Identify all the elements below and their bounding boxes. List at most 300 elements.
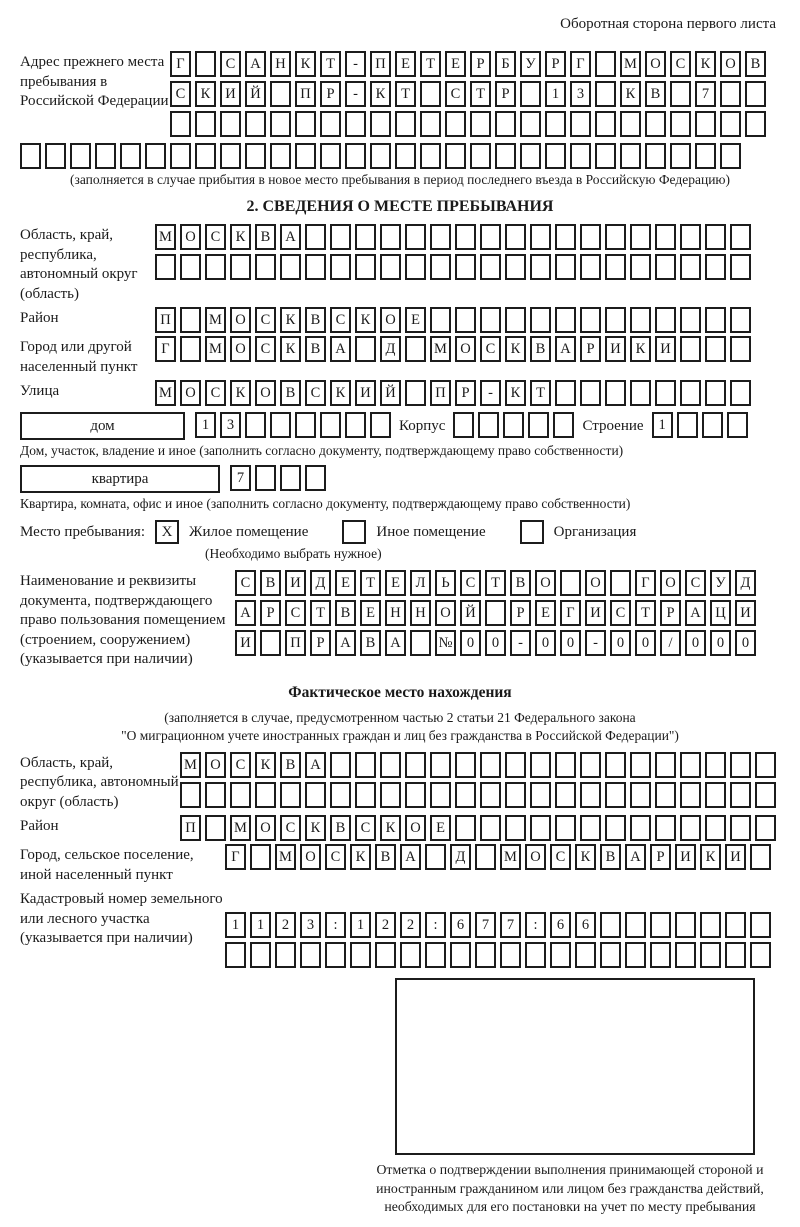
char-cell[interactable]: А	[245, 51, 266, 77]
char-cell[interactable]: С	[610, 600, 631, 626]
char-cell[interactable]: С	[230, 752, 251, 778]
char-cell[interactable]	[320, 111, 341, 137]
char-cell[interactable]: С	[325, 844, 346, 870]
char-cell[interactable]	[630, 224, 651, 250]
char-cell[interactable]: С	[445, 81, 466, 107]
char-cell[interactable]	[680, 224, 701, 250]
char-cell[interactable]: В	[375, 844, 396, 870]
char-cell[interactable]: С	[170, 81, 191, 107]
char-cell[interactable]: В	[305, 336, 326, 362]
char-cell[interactable]	[45, 143, 66, 169]
char-cell[interactable]	[555, 380, 576, 406]
char-cell[interactable]: №	[435, 630, 456, 656]
char-cell[interactable]: 0	[460, 630, 481, 656]
char-cell[interactable]: -	[345, 81, 366, 107]
char-cell[interactable]: 1	[545, 81, 566, 107]
char-cell[interactable]: К	[505, 380, 526, 406]
char-cell[interactable]	[405, 752, 426, 778]
char-cell[interactable]: -	[345, 51, 366, 77]
char-cell[interactable]: -	[480, 380, 501, 406]
char-cell[interactable]	[700, 912, 721, 938]
char-cell[interactable]: 0	[610, 630, 631, 656]
char-cell[interactable]	[475, 942, 496, 968]
char-cell[interactable]: К	[230, 224, 251, 250]
char-cell[interactable]: П	[370, 51, 391, 77]
char-cell[interactable]: Е	[405, 307, 426, 333]
char-cell[interactable]: В	[600, 844, 621, 870]
char-cell[interactable]: Е	[430, 815, 451, 841]
char-cell[interactable]	[420, 143, 441, 169]
char-cell[interactable]	[275, 942, 296, 968]
char-cell[interactable]	[677, 412, 698, 438]
char-cell[interactable]: О	[205, 752, 226, 778]
char-cell[interactable]: К	[620, 81, 641, 107]
char-cell[interactable]: К	[280, 307, 301, 333]
char-cell[interactable]: К	[700, 844, 721, 870]
char-cell[interactable]	[250, 942, 271, 968]
char-cell[interactable]: Р	[510, 600, 531, 626]
char-cell[interactable]: О	[585, 570, 606, 596]
char-cell[interactable]	[405, 224, 426, 250]
char-cell[interactable]	[695, 143, 716, 169]
char-cell[interactable]: А	[335, 630, 356, 656]
char-cell[interactable]	[430, 224, 451, 250]
char-cell[interactable]	[395, 111, 416, 137]
char-cell[interactable]	[530, 782, 551, 808]
char-cell[interactable]	[260, 630, 281, 656]
char-cell[interactable]	[505, 752, 526, 778]
char-cell[interactable]	[480, 782, 501, 808]
char-cell[interactable]	[670, 143, 691, 169]
char-cell[interactable]	[425, 942, 446, 968]
char-cell[interactable]	[295, 412, 316, 438]
char-cell[interactable]	[680, 336, 701, 362]
char-cell[interactable]: В	[330, 815, 351, 841]
char-cell[interactable]: 2	[275, 912, 296, 938]
char-cell[interactable]	[305, 254, 326, 280]
char-cell[interactable]: 1	[652, 412, 673, 438]
char-cell[interactable]: 0	[635, 630, 656, 656]
char-cell[interactable]: Н	[410, 600, 431, 626]
char-cell[interactable]	[505, 224, 526, 250]
char-cell[interactable]: Д	[380, 336, 401, 362]
char-cell[interactable]	[555, 815, 576, 841]
char-cell[interactable]: Т	[485, 570, 506, 596]
char-cell[interactable]: С	[255, 336, 276, 362]
char-cell[interactable]: /	[660, 630, 681, 656]
char-cell[interactable]: К	[575, 844, 596, 870]
char-cell[interactable]	[345, 412, 366, 438]
char-cell[interactable]	[645, 111, 666, 137]
char-cell[interactable]	[20, 143, 41, 169]
char-cell[interactable]	[655, 815, 676, 841]
char-cell[interactable]: И	[675, 844, 696, 870]
char-cell[interactable]: 3	[220, 412, 241, 438]
char-cell[interactable]: О	[300, 844, 321, 870]
char-cell[interactable]: Й	[245, 81, 266, 107]
char-cell[interactable]: П	[430, 380, 451, 406]
char-cell[interactable]: В	[360, 630, 381, 656]
char-cell[interactable]: С	[205, 380, 226, 406]
char-cell[interactable]	[595, 111, 616, 137]
char-cell[interactable]	[255, 782, 276, 808]
char-cell[interactable]: В	[280, 752, 301, 778]
char-cell[interactable]: :	[525, 912, 546, 938]
char-cell[interactable]	[605, 782, 626, 808]
char-cell[interactable]	[270, 143, 291, 169]
char-cell[interactable]: С	[355, 815, 376, 841]
char-cell[interactable]: Р	[455, 380, 476, 406]
char-cell[interactable]	[220, 143, 241, 169]
char-cell[interactable]	[750, 912, 771, 938]
char-cell[interactable]	[330, 782, 351, 808]
char-cell[interactable]	[355, 782, 376, 808]
char-cell[interactable]: Е	[395, 51, 416, 77]
char-cell[interactable]: В	[280, 380, 301, 406]
char-cell[interactable]	[478, 412, 499, 438]
char-cell[interactable]	[270, 412, 291, 438]
char-cell[interactable]: О	[535, 570, 556, 596]
char-cell[interactable]: Г	[170, 51, 191, 77]
char-cell[interactable]: В	[530, 336, 551, 362]
char-cell[interactable]: М	[620, 51, 641, 77]
char-cell[interactable]	[655, 752, 676, 778]
char-cell[interactable]	[245, 143, 266, 169]
char-cell[interactable]	[295, 111, 316, 137]
char-cell[interactable]	[355, 254, 376, 280]
char-cell[interactable]: О	[180, 224, 201, 250]
char-cell[interactable]: С	[305, 380, 326, 406]
char-cell[interactable]	[445, 111, 466, 137]
char-cell[interactable]	[655, 254, 676, 280]
char-cell[interactable]: Н	[385, 600, 406, 626]
char-cell[interactable]: О	[180, 380, 201, 406]
char-cell[interactable]	[250, 844, 271, 870]
char-cell[interactable]	[370, 412, 391, 438]
char-cell[interactable]	[575, 942, 596, 968]
char-cell[interactable]	[485, 600, 506, 626]
char-cell[interactable]	[555, 782, 576, 808]
char-cell[interactable]	[405, 254, 426, 280]
char-cell[interactable]: :	[425, 912, 446, 938]
char-cell[interactable]	[595, 143, 616, 169]
char-cell[interactable]	[370, 143, 391, 169]
char-cell[interactable]: Р	[580, 336, 601, 362]
char-cell[interactable]	[705, 815, 726, 841]
char-cell[interactable]	[720, 143, 741, 169]
char-cell[interactable]: 7	[230, 465, 251, 491]
char-cell[interactable]	[355, 224, 376, 250]
char-cell[interactable]	[355, 752, 376, 778]
char-cell[interactable]: -	[585, 630, 606, 656]
char-cell[interactable]: Р	[650, 844, 671, 870]
char-cell[interactable]	[560, 570, 581, 596]
char-cell[interactable]: Н	[270, 51, 291, 77]
char-cell[interactable]	[270, 111, 291, 137]
char-cell[interactable]	[475, 844, 496, 870]
char-cell[interactable]	[675, 942, 696, 968]
char-cell[interactable]: И	[355, 380, 376, 406]
char-cell[interactable]: О	[660, 570, 681, 596]
char-cell[interactable]: К	[370, 81, 391, 107]
char-cell[interactable]: 0	[560, 630, 581, 656]
char-cell[interactable]	[555, 254, 576, 280]
char-cell[interactable]	[505, 307, 526, 333]
char-cell[interactable]: Е	[385, 570, 406, 596]
char-cell[interactable]	[470, 143, 491, 169]
char-cell[interactable]	[745, 81, 766, 107]
char-cell[interactable]: К	[295, 51, 316, 77]
char-cell[interactable]	[750, 844, 771, 870]
char-cell[interactable]: И	[735, 600, 756, 626]
char-cell[interactable]	[730, 307, 751, 333]
char-cell[interactable]: М	[500, 844, 521, 870]
char-cell[interactable]	[220, 111, 241, 137]
char-cell[interactable]: 0	[485, 630, 506, 656]
char-cell[interactable]	[630, 815, 651, 841]
char-cell[interactable]	[580, 224, 601, 250]
char-cell[interactable]: О	[525, 844, 546, 870]
char-cell[interactable]	[495, 143, 516, 169]
char-cell[interactable]	[380, 254, 401, 280]
char-cell[interactable]: А	[280, 224, 301, 250]
char-cell[interactable]: Ц	[710, 600, 731, 626]
char-cell[interactable]: Д	[450, 844, 471, 870]
char-cell[interactable]: Г	[155, 336, 176, 362]
char-cell[interactable]	[680, 254, 701, 280]
char-cell[interactable]: И	[605, 336, 626, 362]
char-cell[interactable]	[680, 752, 701, 778]
char-cell[interactable]	[625, 912, 646, 938]
char-cell[interactable]: К	[280, 336, 301, 362]
char-cell[interactable]	[480, 815, 501, 841]
char-cell[interactable]: А	[685, 600, 706, 626]
char-cell[interactable]	[600, 942, 621, 968]
char-cell[interactable]: К	[305, 815, 326, 841]
char-cell[interactable]: 7	[695, 81, 716, 107]
char-cell[interactable]	[230, 782, 251, 808]
char-cell[interactable]: В	[260, 570, 281, 596]
char-cell[interactable]: Е	[335, 570, 356, 596]
char-cell[interactable]	[430, 307, 451, 333]
char-cell[interactable]	[180, 307, 201, 333]
char-cell[interactable]	[505, 815, 526, 841]
char-cell[interactable]	[225, 942, 246, 968]
char-cell[interactable]	[395, 143, 416, 169]
char-cell[interactable]: А	[625, 844, 646, 870]
char-cell[interactable]	[480, 254, 501, 280]
char-cell[interactable]: О	[255, 815, 276, 841]
char-cell[interactable]	[500, 942, 521, 968]
char-cell[interactable]	[255, 254, 276, 280]
char-cell[interactable]: О	[255, 380, 276, 406]
char-cell[interactable]	[705, 752, 726, 778]
char-cell[interactable]: О	[435, 600, 456, 626]
char-cell[interactable]: П	[180, 815, 201, 841]
char-cell[interactable]	[320, 412, 341, 438]
char-cell[interactable]	[730, 336, 751, 362]
char-cell[interactable]	[345, 143, 366, 169]
char-cell[interactable]: 1	[225, 912, 246, 938]
char-cell[interactable]: Т	[360, 570, 381, 596]
char-cell[interactable]	[655, 224, 676, 250]
char-cell[interactable]	[730, 254, 751, 280]
char-cell[interactable]: Ь	[435, 570, 456, 596]
char-cell[interactable]: Т	[420, 51, 441, 77]
char-cell[interactable]: Р	[310, 630, 331, 656]
char-cell[interactable]	[680, 307, 701, 333]
char-cell[interactable]	[680, 782, 701, 808]
char-cell[interactable]	[425, 844, 446, 870]
char-cell[interactable]: С	[280, 815, 301, 841]
char-cell[interactable]: С	[205, 224, 226, 250]
char-cell[interactable]	[650, 942, 671, 968]
char-cell[interactable]	[670, 111, 691, 137]
char-cell[interactable]: 1	[350, 912, 371, 938]
char-cell[interactable]: М	[155, 380, 176, 406]
char-cell[interactable]	[730, 224, 751, 250]
char-cell[interactable]	[355, 336, 376, 362]
char-cell[interactable]	[430, 782, 451, 808]
char-cell[interactable]: С	[330, 307, 351, 333]
char-cell[interactable]	[580, 380, 601, 406]
char-cell[interactable]	[495, 111, 516, 137]
char-cell[interactable]	[555, 307, 576, 333]
char-cell[interactable]: 6	[450, 912, 471, 938]
char-cell[interactable]	[503, 412, 524, 438]
char-cell[interactable]	[230, 254, 251, 280]
char-cell[interactable]: О	[230, 336, 251, 362]
char-cell[interactable]: И	[285, 570, 306, 596]
char-cell[interactable]: Р	[545, 51, 566, 77]
char-cell[interactable]	[580, 307, 601, 333]
char-cell[interactable]: 1	[250, 912, 271, 938]
char-cell[interactable]: Т	[530, 380, 551, 406]
char-cell[interactable]	[730, 782, 751, 808]
char-cell[interactable]	[530, 752, 551, 778]
char-cell[interactable]: О	[645, 51, 666, 77]
char-cell[interactable]: 1	[195, 412, 216, 438]
char-cell[interactable]	[550, 942, 571, 968]
char-cell[interactable]: А	[400, 844, 421, 870]
char-cell[interactable]: В	[645, 81, 666, 107]
char-cell[interactable]	[605, 224, 626, 250]
char-cell[interactable]	[120, 143, 141, 169]
char-cell[interactable]	[245, 412, 266, 438]
char-cell[interactable]	[180, 336, 201, 362]
char-cell[interactable]	[255, 465, 276, 491]
char-cell[interactable]: Г	[560, 600, 581, 626]
char-cell[interactable]: У	[520, 51, 541, 77]
char-cell[interactable]: С	[460, 570, 481, 596]
char-cell[interactable]	[580, 752, 601, 778]
char-cell[interactable]	[702, 412, 723, 438]
char-cell[interactable]: Т	[320, 51, 341, 77]
char-cell[interactable]	[705, 336, 726, 362]
char-cell[interactable]: Г	[225, 844, 246, 870]
char-cell[interactable]: М	[430, 336, 451, 362]
char-cell[interactable]	[605, 307, 626, 333]
char-cell[interactable]	[145, 143, 166, 169]
checkbox-inoe-pomeshchenie[interactable]	[342, 520, 366, 544]
char-cell[interactable]: К	[255, 752, 276, 778]
char-cell[interactable]: И	[655, 336, 676, 362]
char-cell[interactable]	[680, 815, 701, 841]
char-cell[interactable]	[195, 51, 216, 77]
char-cell[interactable]	[520, 81, 541, 107]
char-cell[interactable]	[730, 380, 751, 406]
char-cell[interactable]	[530, 307, 551, 333]
char-cell[interactable]: Е	[535, 600, 556, 626]
char-cell[interactable]	[705, 254, 726, 280]
char-cell[interactable]	[280, 465, 301, 491]
char-cell[interactable]	[555, 752, 576, 778]
char-cell[interactable]: С	[235, 570, 256, 596]
char-cell[interactable]	[380, 224, 401, 250]
char-cell[interactable]	[455, 307, 476, 333]
char-cell[interactable]	[630, 254, 651, 280]
char-cell[interactable]	[300, 942, 321, 968]
char-cell[interactable]: О	[230, 307, 251, 333]
char-cell[interactable]	[620, 111, 641, 137]
char-cell[interactable]: К	[350, 844, 371, 870]
char-cell[interactable]: С	[550, 844, 571, 870]
char-cell[interactable]	[605, 254, 626, 280]
char-cell[interactable]	[180, 782, 201, 808]
char-cell[interactable]: А	[555, 336, 576, 362]
char-cell[interactable]	[420, 81, 441, 107]
char-cell[interactable]	[680, 380, 701, 406]
char-cell[interactable]	[520, 111, 541, 137]
char-cell[interactable]: Б	[495, 51, 516, 77]
char-cell[interactable]: 0	[735, 630, 756, 656]
char-cell[interactable]	[305, 782, 326, 808]
char-cell[interactable]: В	[255, 224, 276, 250]
char-cell[interactable]	[195, 143, 216, 169]
char-cell[interactable]: К	[695, 51, 716, 77]
char-cell[interactable]: М	[180, 752, 201, 778]
char-cell[interactable]	[525, 942, 546, 968]
char-cell[interactable]	[480, 224, 501, 250]
char-cell[interactable]: С	[220, 51, 241, 77]
char-cell[interactable]: Т	[635, 600, 656, 626]
char-cell[interactable]	[305, 465, 326, 491]
char-cell[interactable]	[70, 143, 91, 169]
char-cell[interactable]: Й	[380, 380, 401, 406]
char-cell[interactable]	[695, 111, 716, 137]
char-cell[interactable]	[420, 111, 441, 137]
checkbox-zhiloe-pomeshchenie[interactable]: X	[155, 520, 179, 544]
char-cell[interactable]	[700, 942, 721, 968]
char-cell[interactable]	[280, 254, 301, 280]
char-cell[interactable]	[570, 111, 591, 137]
char-cell[interactable]: О	[455, 336, 476, 362]
char-cell[interactable]	[545, 111, 566, 137]
char-cell[interactable]	[455, 815, 476, 841]
char-cell[interactable]	[155, 254, 176, 280]
char-cell[interactable]	[405, 380, 426, 406]
char-cell[interactable]	[95, 143, 116, 169]
char-cell[interactable]	[730, 815, 751, 841]
char-cell[interactable]	[350, 942, 371, 968]
char-cell[interactable]	[325, 942, 346, 968]
char-cell[interactable]	[553, 412, 574, 438]
char-cell[interactable]	[455, 782, 476, 808]
char-cell[interactable]	[480, 752, 501, 778]
char-cell[interactable]	[330, 752, 351, 778]
char-cell[interactable]	[720, 81, 741, 107]
char-cell[interactable]: П	[155, 307, 176, 333]
